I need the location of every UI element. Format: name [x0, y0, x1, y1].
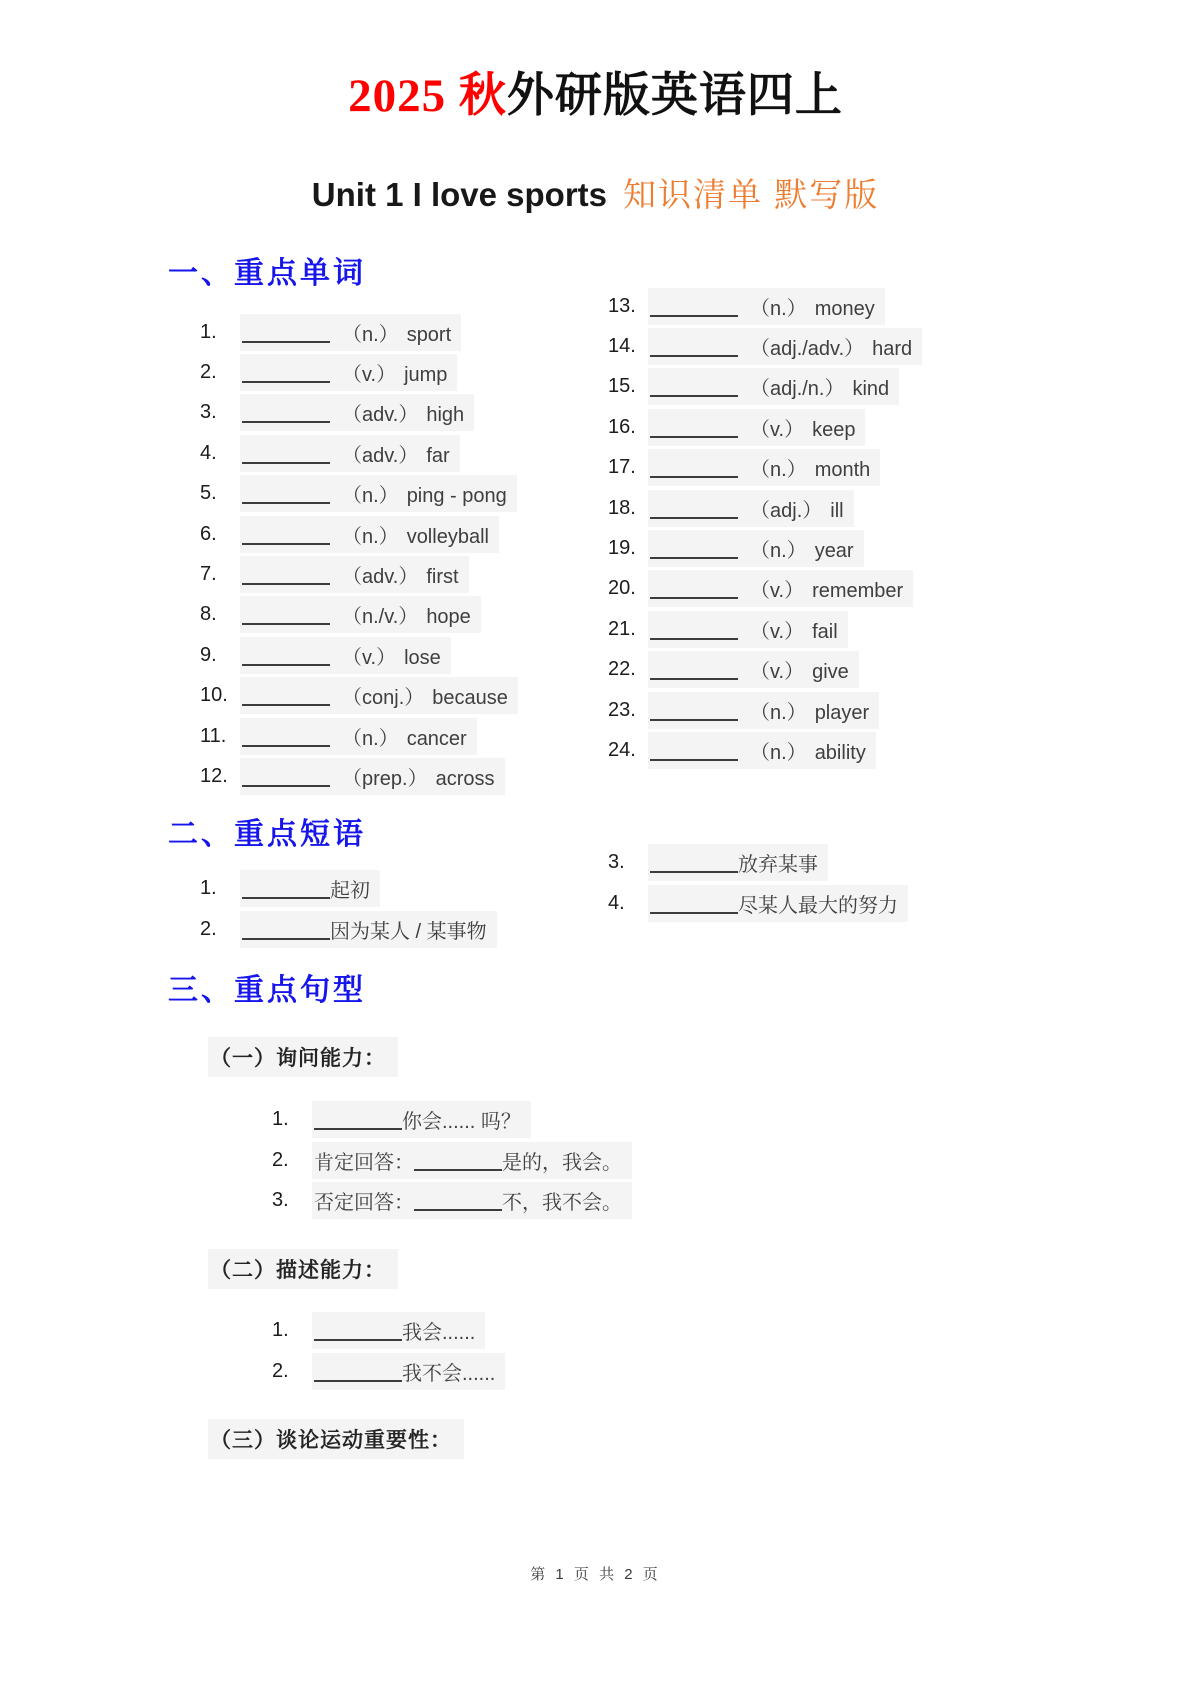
- part-of-speech: （v.）: [342, 364, 397, 387]
- sentence-item: [272, 1351, 1191, 1391]
- phrase-list-left: [200, 869, 608, 950]
- word-text: hard: [872, 338, 913, 361]
- item-number: 23.: [608, 698, 636, 721]
- phrase-meaning: 因为某人 / 某事物: [330, 920, 487, 943]
- section-heading-phrases: 二、重点短语: [168, 817, 366, 851]
- part-of-speech: （v.）: [750, 580, 805, 603]
- word-text: ping - pong: [406, 485, 507, 508]
- sentence-subheading: （二）描述能力：: [208, 1249, 398, 1289]
- word-text: far: [426, 444, 450, 467]
- fill-in-blank: [650, 626, 738, 640]
- item-content: [648, 530, 864, 567]
- item-content: [312, 1142, 632, 1179]
- part-of-speech: （n.）: [342, 525, 399, 548]
- sentence-meaning: 你会...... 吗？: [402, 1111, 521, 1134]
- word-text: lose: [404, 646, 441, 669]
- fill-in-blank: [650, 900, 738, 914]
- item-content: [648, 368, 899, 405]
- fill-in-blank: [650, 545, 738, 559]
- sentence-item: [272, 1099, 1191, 1139]
- word-item: [200, 595, 608, 635]
- item-content: [240, 435, 460, 472]
- fill-in-blank: [242, 490, 330, 504]
- item-content: [648, 651, 859, 688]
- item-content: [648, 490, 854, 527]
- item-content: [240, 596, 481, 633]
- fill-in-blank: [242, 369, 330, 383]
- item-number: 1.: [272, 1319, 289, 1342]
- word-item: [608, 286, 922, 326]
- fill-in-blank: [650, 383, 738, 397]
- item-number: 21.: [608, 617, 636, 640]
- unit-title-english: Unit 1 I love sports: [311, 176, 608, 213]
- fill-in-blank: [242, 733, 330, 747]
- part-of-speech: （adv.）: [342, 566, 419, 589]
- sentence-item: [272, 1311, 1191, 1351]
- item-content: [648, 844, 828, 881]
- part-of-speech: （n.）: [342, 323, 399, 346]
- item-number: 15.: [608, 375, 636, 398]
- word-item: [608, 326, 922, 366]
- part-of-speech: （n.）: [750, 701, 807, 724]
- item-content: [312, 1101, 531, 1138]
- part-of-speech: （v.）: [750, 418, 805, 441]
- fill-in-blank: [242, 885, 330, 899]
- word-text: sport: [406, 323, 452, 346]
- sentence-prefix: 否定回答：: [314, 1191, 414, 1214]
- fill-in-blank: [242, 329, 330, 343]
- phrase-item: [608, 843, 908, 883]
- fill-in-blank: [242, 450, 330, 464]
- word-text: month: [814, 459, 871, 482]
- fill-in-blank: [242, 571, 330, 585]
- word-item: [200, 352, 608, 392]
- unit-title-chinese: 知识清单 默写版: [623, 176, 880, 213]
- word-item: [608, 730, 922, 770]
- sentence-group: [0, 1419, 1191, 1459]
- item-content: [240, 314, 461, 351]
- fill-in-blank: [242, 611, 330, 625]
- word-text: cancer: [406, 727, 467, 750]
- item-content: [240, 394, 474, 431]
- item-content: [648, 692, 879, 729]
- fill-in-blank: [650, 585, 738, 599]
- sentence-subheading-row: [208, 1419, 1191, 1459]
- fill-in-blank: [650, 666, 738, 680]
- item-number: 11.: [200, 724, 227, 747]
- word-text: volleyball: [406, 525, 489, 548]
- item-number: 18.: [608, 496, 636, 519]
- item-content: [648, 288, 885, 325]
- word-text: because: [432, 687, 508, 710]
- item-number: 2.: [200, 361, 217, 384]
- fill-in-blank: [242, 531, 330, 545]
- phrase-item: [608, 883, 908, 923]
- item-content: [240, 354, 457, 391]
- item-content: [240, 758, 505, 795]
- fill-in-blank: [242, 692, 330, 706]
- fill-in-blank: [314, 1327, 402, 1341]
- item-content: [312, 1182, 632, 1219]
- word-text: money: [814, 297, 875, 320]
- fill-in-blank: [650, 747, 738, 761]
- fill-in-blank: [650, 424, 738, 438]
- sentence-subheading-row: [208, 1249, 1191, 1289]
- item-number: 2.: [272, 1148, 289, 1171]
- item-number: 2.: [200, 917, 217, 940]
- part-of-speech: （v.）: [750, 661, 805, 684]
- item-number: 13.: [608, 294, 636, 317]
- word-text: high: [426, 404, 465, 427]
- part-of-speech: （prep.）: [342, 767, 428, 790]
- phrase-meaning: 尽某人最大的努力: [738, 894, 898, 917]
- part-of-speech: （adj./adv.）: [750, 338, 865, 361]
- section-heading-sentences: 三、重点句型: [168, 974, 366, 1008]
- part-of-speech: （n./v.）: [342, 606, 419, 629]
- fill-in-blank: [650, 859, 738, 873]
- word-item: [608, 609, 922, 649]
- item-content: [648, 409, 865, 446]
- part-of-speech: （n.）: [750, 741, 807, 764]
- word-list: [200, 294, 1191, 797]
- sentence-subheading-row: [208, 1037, 1191, 1077]
- word-item: [608, 569, 922, 609]
- fill-in-blank: [650, 303, 738, 317]
- item-content: [312, 1353, 505, 1390]
- item-content: [312, 1312, 485, 1349]
- word-list-right: [608, 286, 922, 797]
- title-rest: 外研版英语四上: [506, 70, 843, 122]
- phrase-meaning: 放弃某事: [738, 854, 818, 877]
- item-number: 16.: [608, 415, 636, 438]
- sentence-meaning: 我会......: [402, 1322, 476, 1345]
- item-number: 4.: [200, 441, 217, 464]
- phrase-item: [200, 869, 608, 909]
- item-number: 20.: [608, 577, 636, 600]
- part-of-speech: （v.）: [342, 646, 397, 669]
- sentence-items: [272, 1099, 1191, 1220]
- word-text: ill: [830, 499, 844, 522]
- word-item: [608, 528, 922, 568]
- part-of-speech: （n.）: [342, 485, 399, 508]
- fill-in-blank: [650, 464, 738, 478]
- sentence-subheading: （三）谈论运动重要性：: [208, 1419, 464, 1459]
- word-text: kind: [852, 378, 890, 401]
- phrase-item: [200, 909, 608, 949]
- fill-in-blank: [242, 773, 330, 787]
- fill-in-blank: [650, 505, 738, 519]
- fill-in-blank: [242, 652, 330, 666]
- fill-in-blank: [242, 926, 330, 940]
- unit-subtitle: [0, 169, 1191, 216]
- sentence-groups: [0, 1037, 1191, 1459]
- word-item: [200, 676, 608, 716]
- item-number: 8.: [200, 603, 217, 626]
- sentence-subheading: （一）询问能力：: [208, 1037, 398, 1077]
- part-of-speech: （adv.）: [342, 404, 419, 427]
- item-number: 3.: [272, 1188, 289, 1211]
- word-text: first: [426, 566, 459, 589]
- word-item: [200, 514, 608, 554]
- item-number: 3.: [608, 851, 625, 874]
- sentence-items: [272, 1311, 1191, 1392]
- item-content: [648, 732, 876, 769]
- word-item: [200, 474, 608, 514]
- word-text: fail: [812, 620, 838, 643]
- word-item: [608, 488, 922, 528]
- phrase-list-right: [608, 843, 908, 950]
- word-item: [200, 393, 608, 433]
- item-number: 9.: [200, 643, 217, 666]
- item-content: [240, 870, 380, 907]
- page-footer: 第 1 页 共 2 页: [530, 1566, 661, 1583]
- item-number: 5.: [200, 482, 217, 505]
- item-content: [240, 718, 477, 755]
- fill-in-blank: [242, 409, 330, 423]
- fill-in-blank: [314, 1116, 402, 1130]
- part-of-speech: （n.）: [342, 727, 399, 750]
- sentence-meaning: 不，我不会。: [502, 1191, 622, 1214]
- fill-in-blank: [414, 1157, 502, 1171]
- word-text: year: [814, 540, 854, 563]
- part-of-speech: （adj.）: [750, 499, 823, 522]
- word-item: [200, 312, 608, 352]
- item-number: 10.: [200, 684, 228, 707]
- item-number: 22.: [608, 658, 636, 681]
- sentence-item: [272, 1180, 1191, 1220]
- item-number: 24.: [608, 738, 636, 761]
- fill-in-blank: [650, 343, 738, 357]
- part-of-speech: （v.）: [750, 620, 805, 643]
- word-text: player: [814, 701, 870, 724]
- item-content: [648, 449, 880, 486]
- item-number: 4.: [608, 891, 625, 914]
- part-of-speech: （conj.）: [342, 687, 425, 710]
- sentence-item: [272, 1140, 1191, 1180]
- word-text: jump: [404, 364, 448, 387]
- word-item: [200, 433, 608, 473]
- item-content: [648, 328, 922, 365]
- word-text: ability: [814, 741, 866, 764]
- phrase-meaning: 起初: [330, 880, 370, 903]
- word-item: [608, 690, 922, 730]
- word-text: across: [435, 767, 495, 790]
- item-number: 19.: [608, 537, 636, 560]
- item-number: 1.: [272, 1108, 289, 1131]
- word-item: [200, 554, 608, 594]
- word-text: remember: [812, 580, 904, 603]
- word-item: [608, 407, 922, 447]
- item-number: 7.: [200, 563, 217, 586]
- item-content: [240, 556, 469, 593]
- item-number: 3.: [200, 401, 217, 424]
- sentence-group: [0, 1249, 1191, 1392]
- phrase-list: [200, 851, 1191, 950]
- item-content: [240, 911, 497, 948]
- part-of-speech: （adv.）: [342, 444, 419, 467]
- fill-in-blank: [414, 1197, 502, 1211]
- item-number: 14.: [608, 335, 636, 358]
- item-number: 1.: [200, 320, 217, 343]
- section-heading-words: 一、重点单词: [168, 257, 366, 290]
- word-list-left: [200, 312, 608, 797]
- item-number: 1.: [200, 877, 217, 900]
- word-text: hope: [426, 606, 471, 629]
- item-content: [648, 885, 908, 922]
- word-text: give: [812, 661, 849, 684]
- item-number: 12.: [200, 764, 228, 787]
- word-item: [608, 448, 922, 488]
- sentence-group: [0, 1037, 1191, 1220]
- item-content: [648, 570, 913, 607]
- sentence-meaning: 是的，我会。: [502, 1151, 622, 1174]
- sentence-meaning: 我不会......: [402, 1362, 496, 1385]
- item-content: [240, 637, 451, 674]
- item-content: [240, 475, 517, 512]
- word-item: [200, 635, 608, 675]
- item-number: 6.: [200, 522, 217, 545]
- item-number: 17.: [608, 456, 636, 479]
- fill-in-blank: [650, 707, 738, 721]
- item-content: [240, 516, 499, 553]
- page-title: [0, 58, 1191, 125]
- word-item: [608, 367, 922, 407]
- item-content: [240, 677, 518, 714]
- word-item: [200, 716, 608, 756]
- fill-in-blank: [314, 1368, 402, 1382]
- sentence-prefix: 肯定回答：: [314, 1151, 414, 1174]
- part-of-speech: （adj./n.）: [750, 378, 845, 401]
- word-text: keep: [812, 418, 856, 441]
- part-of-speech: （n.）: [750, 540, 807, 563]
- item-content: [648, 611, 848, 648]
- part-of-speech: （n.）: [750, 297, 807, 320]
- item-number: 2.: [272, 1359, 289, 1382]
- word-item: [200, 756, 608, 796]
- title-year-red: 2025 秋: [348, 70, 507, 122]
- part-of-speech: （n.）: [750, 459, 807, 482]
- word-item: [608, 650, 922, 690]
